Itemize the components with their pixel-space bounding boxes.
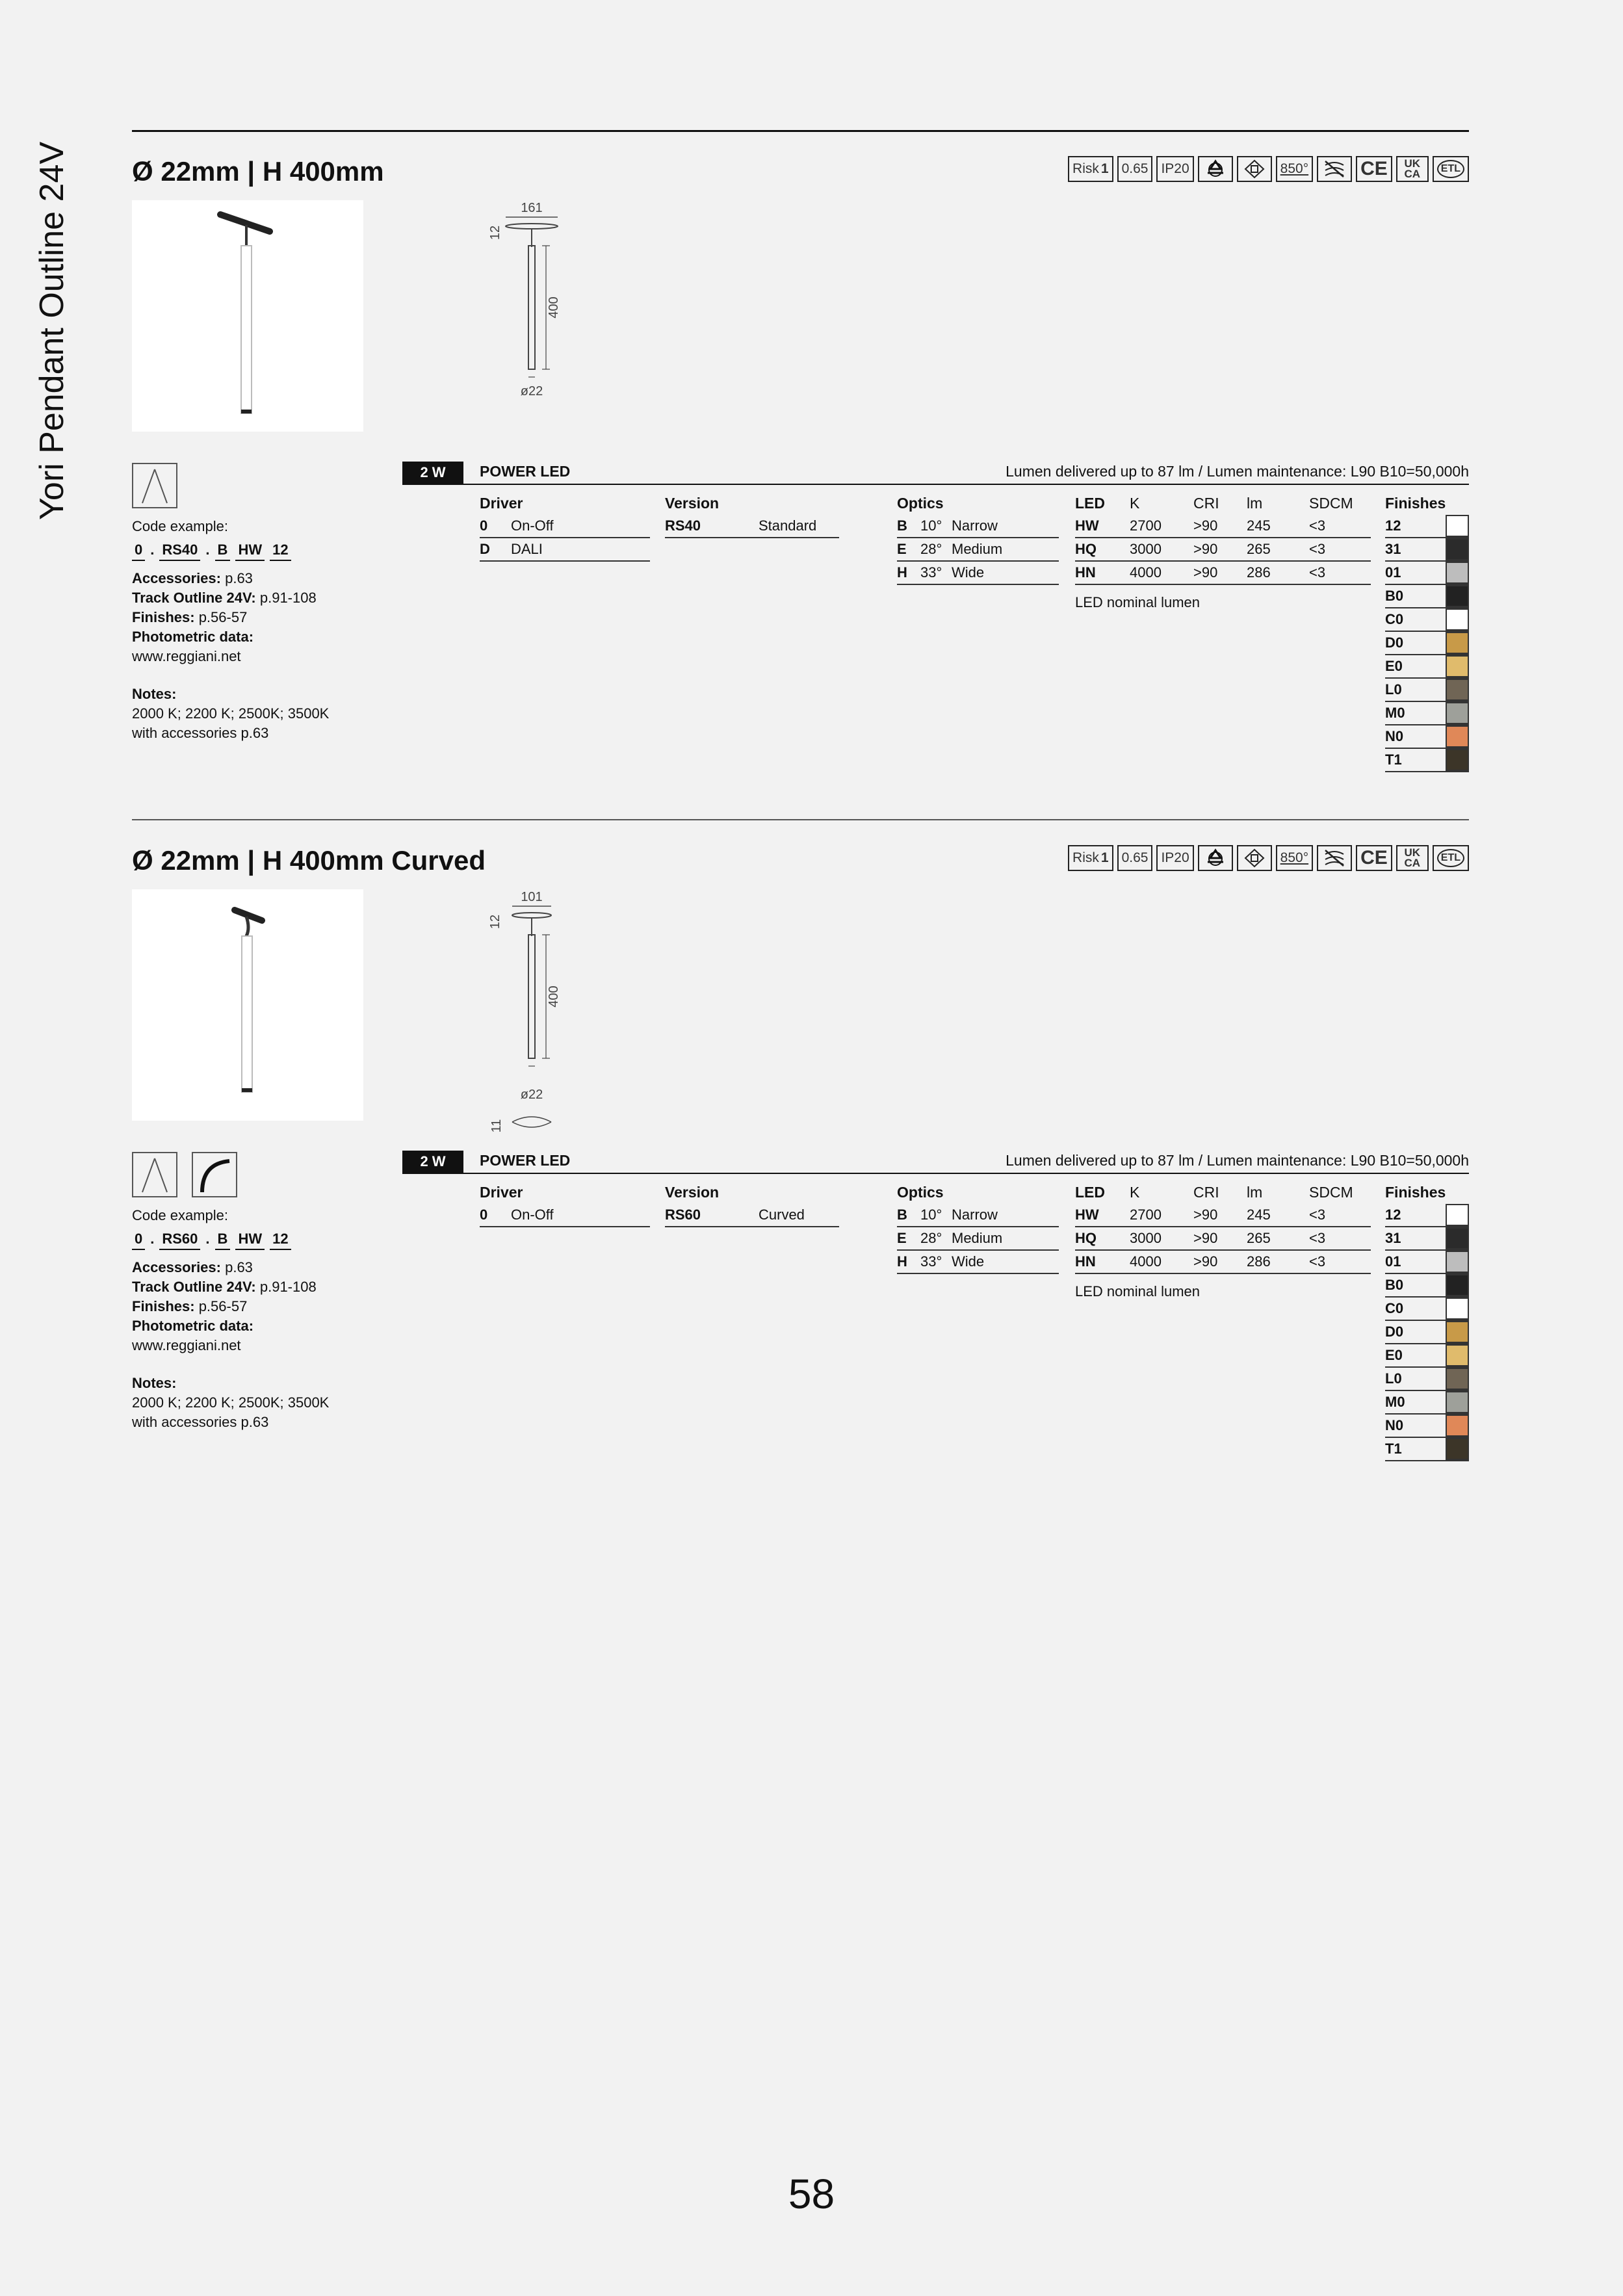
finishes-heading: Finishes	[1385, 495, 1446, 512]
top-rule	[132, 130, 1469, 132]
finish-row	[1385, 562, 1469, 585]
led-cell: 4000	[1130, 1253, 1162, 1270]
led-cell: <3	[1309, 1253, 1326, 1270]
finish-row	[1385, 608, 1469, 632]
code-segment: HW	[235, 540, 265, 561]
accessories-ref-label: Accessories:	[132, 570, 221, 586]
cert-bold: 1	[1100, 161, 1109, 176]
risk-icon	[1068, 156, 1113, 182]
led-heading: lm	[1247, 495, 1263, 512]
code-example-label: Code example:	[132, 1207, 228, 1223]
led-cell: 4000	[1130, 564, 1162, 581]
power-label: POWER LED	[480, 463, 571, 480]
led-cell: 3000	[1130, 541, 1162, 557]
finish-swatch	[1446, 679, 1469, 701]
finish-code: 01	[1385, 564, 1401, 581]
header-rule	[402, 1173, 1469, 1174]
led-heading: CRI	[1193, 1184, 1219, 1201]
led-cell: 286	[1247, 1253, 1271, 1270]
finish-code: M0	[1385, 705, 1405, 721]
curved-arm-icon	[192, 1152, 237, 1197]
led-cell: >90	[1193, 564, 1218, 581]
finish-swatch	[1446, 1321, 1469, 1343]
curve-dimension: 11	[489, 1119, 504, 1133]
led-cell: HW	[1075, 1207, 1099, 1223]
finish-row	[1385, 538, 1469, 562]
optics-code: E	[897, 541, 907, 557]
track-ref-value: p.91-108	[255, 590, 317, 606]
finish-swatch	[1446, 1251, 1469, 1273]
led-row	[1075, 1251, 1371, 1274]
lumen-note: Lumen delivered up to 87 lm / Lumen maintenance: L90 B10=50,000h	[1006, 463, 1469, 480]
accessories-ref	[132, 1258, 379, 1277]
optics-heading: Optics	[897, 495, 944, 512]
code-segment: 0	[132, 540, 145, 561]
code-segment: HW	[235, 1229, 265, 1250]
optics-code: B	[897, 1207, 907, 1223]
finish-row	[1385, 749, 1469, 772]
code-example-label: Code example:	[132, 518, 228, 534]
product-section	[132, 156, 1469, 806]
finish-swatch	[1446, 608, 1469, 631]
led-cell: HW	[1075, 517, 1099, 534]
optics-angle: 33°	[920, 1253, 942, 1270]
spacer	[132, 1355, 379, 1374]
optics-angle: 28°	[920, 541, 942, 557]
code-segment: RS60	[159, 1229, 200, 1250]
cert-bold: 1	[1100, 850, 1109, 865]
led-row	[1075, 562, 1371, 585]
height-dimension: 400	[547, 296, 561, 319]
optics-row	[897, 562, 1059, 585]
led-cell: <3	[1309, 517, 1326, 534]
version-column	[665, 1181, 839, 1227]
product-photo	[132, 200, 363, 432]
finishes-ref-value: p.56-57	[194, 1298, 248, 1314]
finish-code: B0	[1385, 588, 1404, 604]
diameter-dimension: ø22	[520, 1088, 543, 1102]
finish-row	[1385, 1227, 1469, 1251]
led-cell: 2700	[1130, 1207, 1162, 1223]
finishes-ref-label: Finishes:	[132, 1298, 195, 1314]
beam-shape-icon	[132, 463, 177, 508]
finish-row	[1385, 1438, 1469, 1461]
finish-row	[1385, 655, 1469, 679]
left-info	[132, 1206, 379, 1432]
led-heading: LED	[1075, 495, 1105, 512]
ip-rating-icon	[1156, 156, 1193, 182]
cert-text: IP20	[1161, 161, 1189, 176]
led-heading: lm	[1247, 1184, 1263, 1201]
top-dimension: 12	[488, 914, 502, 930]
cert-text: ETL	[1437, 160, 1464, 178]
led-cell: >90	[1193, 1253, 1218, 1270]
finish-row	[1385, 515, 1469, 538]
optics-code: B	[897, 517, 907, 534]
optics-code: E	[897, 1230, 907, 1246]
code-example	[132, 1229, 379, 1250]
version-code: RS40	[665, 517, 701, 534]
led-cell: <3	[1309, 1230, 1326, 1246]
optics-name: Medium	[952, 541, 1003, 557]
optics-angle: 33°	[920, 564, 942, 581]
optics-angle: 28°	[920, 1230, 942, 1246]
finish-row	[1385, 702, 1469, 725]
optics-row	[897, 1204, 1059, 1227]
driver-name: On-Off	[511, 1207, 554, 1223]
led-cell: 286	[1247, 564, 1271, 581]
lumen-note: Lumen delivered up to 87 lm / Lumen maintenance: L90 B10=50,000h	[1006, 1152, 1469, 1169]
optics-name: Medium	[952, 1230, 1003, 1246]
cert-text: Risk	[1072, 161, 1099, 176]
finish-code: T1	[1385, 751, 1402, 768]
version-row	[665, 515, 839, 538]
finish-row	[1385, 1344, 1469, 1368]
driver-icon	[1237, 156, 1272, 182]
finish-swatch	[1446, 1368, 1469, 1390]
cert-text: IP20	[1161, 850, 1189, 865]
led-cell: >90	[1193, 541, 1218, 557]
optics-heading: Optics	[897, 1184, 944, 1201]
driver-heading: Driver	[480, 495, 523, 512]
optics-name: Narrow	[952, 1207, 998, 1223]
page-number: 58	[788, 2171, 835, 2217]
led-cell: HQ	[1075, 541, 1097, 557]
certification-row	[1068, 845, 1469, 871]
led-cell: HQ	[1075, 1230, 1097, 1246]
led-cell: HN	[1075, 1253, 1096, 1270]
optics-name: Wide	[952, 564, 985, 581]
version-row	[665, 1204, 839, 1227]
wattage-badge: 2 W	[402, 462, 463, 484]
code-separator: .	[150, 541, 155, 558]
optics-code: H	[897, 564, 907, 581]
finishes-ref-value: p.56-57	[194, 609, 248, 625]
led-column	[1075, 491, 1371, 611]
finish-swatch	[1446, 538, 1469, 560]
finishes-heading: Finishes	[1385, 1184, 1446, 1201]
led-row	[1075, 1227, 1371, 1251]
optics-row	[897, 1251, 1059, 1274]
ce-mark-icon	[1356, 845, 1392, 871]
led-column	[1075, 1181, 1371, 1300]
cert-text: CE	[1360, 847, 1388, 868]
led-row	[1075, 1204, 1371, 1227]
notes-label: Notes:	[132, 686, 177, 702]
track-ref-label: Track Outline 24V:	[132, 1279, 256, 1295]
track-ref	[132, 1277, 379, 1297]
ipk-icon	[1117, 845, 1153, 871]
finish-swatch	[1446, 702, 1469, 724]
led-heading: LED	[1075, 1184, 1105, 1201]
driver-name: On-Off	[511, 517, 554, 534]
finishes-ref	[132, 608, 379, 627]
photometric-label: Photometric data:	[132, 629, 254, 645]
finish-row	[1385, 679, 1469, 702]
finish-swatch	[1446, 1298, 1469, 1320]
ce-mark-icon	[1356, 156, 1392, 182]
optics-code: H	[897, 1253, 907, 1270]
code-segment: B	[215, 540, 231, 561]
power-label: POWER LED	[480, 1152, 571, 1169]
led-cell: >90	[1193, 1230, 1218, 1246]
finish-code: L0	[1385, 1370, 1402, 1387]
optics-angle: 10°	[920, 1207, 942, 1223]
certification-row	[1068, 156, 1469, 182]
cert-text: 0.65	[1121, 161, 1149, 176]
track-ref-value: p.91-108	[255, 1279, 317, 1295]
cert-text: 850°	[1280, 161, 1309, 176]
finish-code: E0	[1385, 1347, 1403, 1363]
finish-swatch	[1446, 1274, 1469, 1296]
version-code: RS60	[665, 1207, 701, 1223]
led-heading: SDCM	[1309, 1184, 1353, 1201]
finish-code: N0	[1385, 728, 1404, 744]
optics-row	[897, 1227, 1059, 1251]
finish-swatch	[1446, 655, 1469, 677]
finish-code: 31	[1385, 541, 1401, 557]
technical-drawing	[457, 195, 717, 455]
finish-code: N0	[1385, 1417, 1404, 1433]
cert-text: Risk	[1072, 850, 1099, 865]
finish-row	[1385, 1368, 1469, 1391]
driver-name: DALI	[511, 541, 543, 557]
optics-angle: 10°	[920, 517, 942, 534]
code-segment: 12	[270, 540, 291, 561]
product-section	[132, 845, 1469, 1495]
dimension-drawing	[457, 884, 717, 1144]
finish-swatch	[1446, 1204, 1469, 1226]
spacer	[132, 666, 379, 685]
optics-column	[897, 1181, 1059, 1274]
technical-drawing	[457, 884, 717, 1144]
product-photo	[132, 889, 363, 1121]
accessories-ref-value: p.63	[220, 570, 253, 586]
code-separator: .	[205, 541, 210, 558]
driver-row	[480, 515, 650, 538]
finishes-column	[1385, 1181, 1469, 1461]
top-dimension: 12	[488, 225, 502, 241]
driver-row	[480, 1204, 650, 1227]
photometric-label: Photometric data:	[132, 1318, 254, 1334]
diameter-dimension: ø22	[520, 384, 543, 398]
notes-line: with accessories p.63	[132, 725, 269, 741]
led-note: LED nominal lumen	[1075, 594, 1200, 610]
led-heading: K	[1130, 495, 1140, 512]
code-separator: .	[150, 1231, 155, 1247]
led-heading: CRI	[1193, 495, 1219, 512]
cert-text: UK CA	[1404, 157, 1421, 180]
led-header	[1075, 1181, 1371, 1204]
finish-code: D0	[1385, 1324, 1404, 1340]
finish-code: B0	[1385, 1277, 1404, 1293]
led-cell: <3	[1309, 1207, 1326, 1223]
left-info	[132, 517, 379, 743]
finish-row	[1385, 1415, 1469, 1438]
optics-row	[897, 538, 1059, 562]
led-cell: 3000	[1130, 1230, 1162, 1246]
finish-swatch	[1446, 1415, 1469, 1437]
photometric-link[interactable]: www.reggiani.net	[132, 648, 241, 664]
led-cell: >90	[1193, 517, 1218, 534]
beam-shape-icon	[132, 1152, 177, 1197]
finish-swatch	[1446, 725, 1469, 748]
product-title: Ø 22mm | H 400mm Curved	[132, 845, 486, 876]
led-note: LED nominal lumen	[1075, 1283, 1200, 1299]
finish-code: C0	[1385, 1300, 1404, 1316]
notes-line: 2000 K; 2200 K; 2500K; 3500K	[132, 1394, 330, 1411]
code-segment: B	[215, 1229, 231, 1250]
finish-swatch	[1446, 1227, 1469, 1249]
version-name: Standard	[759, 517, 817, 534]
width-dimension: 101	[521, 890, 543, 904]
finish-row	[1385, 1391, 1469, 1415]
risk-icon	[1068, 845, 1113, 871]
led-header	[1075, 491, 1371, 515]
led-cell: 245	[1247, 1207, 1271, 1223]
width-dimension: 161	[521, 201, 543, 215]
temperature-icon	[1276, 156, 1313, 182]
finishes-column	[1385, 491, 1469, 772]
finish-swatch	[1446, 632, 1469, 654]
led-row	[1075, 515, 1371, 538]
etl-mark-icon	[1433, 845, 1469, 871]
driver-column	[480, 1181, 650, 1227]
driver-column	[480, 491, 650, 562]
finish-code: 12	[1385, 517, 1401, 534]
ukca-mark-icon	[1396, 156, 1429, 182]
finish-code: L0	[1385, 681, 1402, 698]
led-cell: 265	[1247, 541, 1271, 557]
led-heading: K	[1130, 1184, 1140, 1201]
recycle-icon	[1198, 845, 1233, 871]
finishes-ref	[132, 1297, 379, 1316]
led-cell: <3	[1309, 564, 1326, 581]
code-segment: 0	[132, 1229, 145, 1250]
ipk-icon	[1117, 156, 1153, 182]
optics-row	[897, 515, 1059, 538]
track-ref	[132, 588, 379, 608]
track-ref-label: Track Outline 24V:	[132, 590, 256, 606]
cert-text: UK CA	[1404, 846, 1421, 869]
finish-code: D0	[1385, 634, 1404, 651]
code-segment: RS40	[159, 540, 200, 561]
finish-row	[1385, 585, 1469, 608]
notes-line: 2000 K; 2200 K; 2500K; 3500K	[132, 705, 330, 722]
no-insulation-icon	[1317, 156, 1352, 182]
finish-code: 31	[1385, 1230, 1401, 1246]
driver-code: 0	[480, 1207, 488, 1223]
finish-swatch	[1446, 1344, 1469, 1366]
ukca-mark-icon	[1396, 845, 1429, 871]
code-example	[132, 540, 379, 561]
finish-code: 12	[1385, 1207, 1401, 1223]
version-heading: Version	[665, 495, 720, 512]
code-separator: .	[205, 1231, 210, 1247]
led-cell: 245	[1247, 517, 1271, 534]
finish-row	[1385, 1298, 1469, 1321]
notes-line: with accessories p.63	[132, 1414, 269, 1430]
ip-rating-icon	[1156, 845, 1193, 871]
finish-row	[1385, 1274, 1469, 1298]
accessories-ref-value: p.63	[220, 1259, 253, 1275]
finish-code: M0	[1385, 1394, 1405, 1410]
finish-code: C0	[1385, 611, 1404, 627]
side-title: Yori Pendant Outline 24V	[33, 141, 71, 520]
finish-swatch	[1446, 562, 1469, 584]
optics-name: Wide	[952, 1253, 985, 1270]
version-heading: Version	[665, 1184, 720, 1201]
version-column	[665, 491, 839, 538]
etl-mark-icon	[1433, 156, 1469, 182]
led-cell: 265	[1247, 1230, 1271, 1246]
finish-code: T1	[1385, 1441, 1402, 1457]
finish-swatch	[1446, 1438, 1469, 1460]
led-heading: SDCM	[1309, 495, 1353, 512]
no-insulation-icon	[1317, 845, 1352, 871]
finish-row	[1385, 1321, 1469, 1344]
cert-text: 0.65	[1121, 850, 1149, 865]
driver-row	[480, 538, 650, 562]
led-cell: 2700	[1130, 517, 1162, 534]
led-cell: >90	[1193, 1207, 1218, 1223]
finish-code: E0	[1385, 658, 1403, 674]
accessories-ref	[132, 569, 379, 588]
section-divider	[132, 819, 1469, 820]
finish-code: 01	[1385, 1253, 1401, 1270]
finish-swatch	[1446, 515, 1469, 537]
product-title: Ø 22mm | H 400mm	[132, 156, 384, 187]
header-rule	[402, 484, 1469, 485]
temperature-icon	[1276, 845, 1313, 871]
optics-column	[897, 491, 1059, 585]
cert-text: ETL	[1437, 849, 1464, 867]
height-dimension: 400	[547, 985, 561, 1008]
finish-row	[1385, 725, 1469, 749]
recycle-icon	[1198, 156, 1233, 182]
code-segment: 12	[270, 1229, 291, 1250]
finish-swatch	[1446, 1391, 1469, 1413]
finish-row	[1385, 632, 1469, 655]
led-cell: <3	[1309, 541, 1326, 557]
notes-label: Notes:	[132, 1375, 177, 1391]
driver-heading: Driver	[480, 1184, 523, 1201]
wattage-badge: 2 W	[402, 1151, 463, 1173]
driver-code: 0	[480, 517, 488, 534]
driver-icon	[1237, 845, 1272, 871]
dimension-drawing	[457, 195, 717, 455]
photometric-link[interactable]: www.reggiani.net	[132, 1337, 241, 1353]
finish-swatch	[1446, 585, 1469, 607]
finish-row	[1385, 1204, 1469, 1227]
cert-text: 850°	[1280, 850, 1309, 865]
finish-row	[1385, 1251, 1469, 1274]
led-cell: HN	[1075, 564, 1096, 581]
driver-code: D	[480, 541, 490, 557]
finishes-ref-label: Finishes:	[132, 609, 195, 625]
led-row	[1075, 538, 1371, 562]
finish-swatch	[1446, 749, 1469, 771]
accessories-ref-label: Accessories:	[132, 1259, 221, 1275]
version-name: Curved	[759, 1207, 805, 1223]
cert-text: CE	[1360, 158, 1388, 179]
optics-name: Narrow	[952, 517, 998, 534]
